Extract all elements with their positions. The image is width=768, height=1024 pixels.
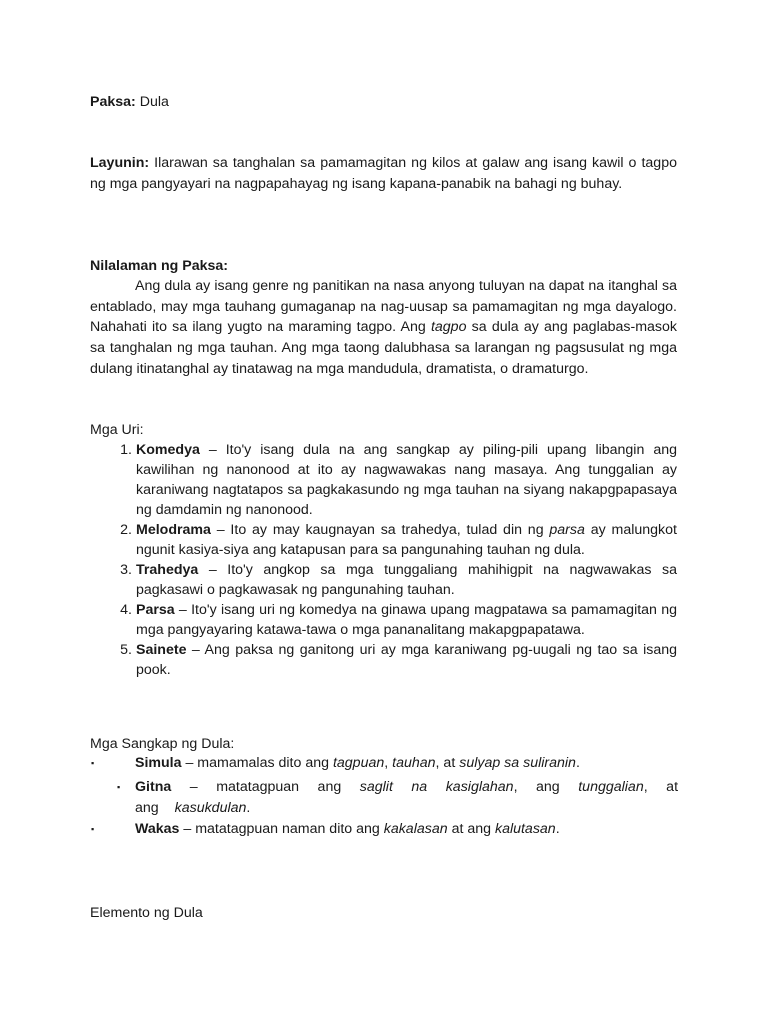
sangkap-simula (135, 753, 678, 774)
simula-text: , at (435, 755, 460, 771)
layunin-label: Layunin: (90, 155, 150, 171)
sangkap-gitna (135, 777, 678, 818)
gitna-term: Gitna (135, 779, 172, 795)
list-term: Trahedya (136, 562, 199, 578)
list-text: – Ang paksa ng ganitong uri ay mga karaniwang pg-uugali ng tao sa isang pook. (136, 642, 677, 678)
wakas-text: – matatagpuan naman dito ang (179, 821, 384, 837)
simula-text: – mamamalas dito ang (181, 755, 333, 771)
gitna-text: – matatagpuan ang (171, 779, 360, 795)
layunin-paragraph (90, 153, 677, 194)
nilalaman-heading (90, 256, 677, 277)
bullet-icon: ▪ (91, 824, 95, 834)
list-number: 5. (120, 642, 132, 658)
bullet-icon: ▪ (91, 758, 95, 768)
list-text: – Ito'y isang dula na ang sangkap ay piling-pili upang libangin ang kawilihan ng nanonood at ito ay nagwawakas nang masaya. Ang tunggalian ay karaniwang nagtatapos sa pagkakasundo ng mga tauhan na siyang nakapgpapasaya ng damdamin ng nanonood. (136, 442, 677, 518)
paksa-value: Dula (139, 94, 169, 110)
wakas-italic: kalutasan (494, 821, 556, 837)
list-number: 2. (120, 522, 132, 538)
sangkap-heading-text: Mga Sangkap ng Dula: (90, 736, 235, 752)
mga-uri-list (90, 440, 677, 680)
list-text: – Ito'y angkop sa mga tunggaliang mahihigpit na nagwawakas sa pagkasawi o pagkawasak ng pangunahing tauhan. (136, 562, 677, 598)
nilalaman-p1-rest: sa dula ay ang paglabas-masok sa tanghalan ng mga tauhan. Ang mga taong dalubhasa sa larangan ng pagsusulat ng mga dulang itinatanghal ay tinatawag na mga mandudula, dramatista, o dramaturgo. (90, 319, 677, 377)
nilalaman-p1: Ang dula ay isang genre ng panitikan na nasa anyong tuluyan na dapat na itanghal sa entablado, may mga tauhang gumaganap na nag-uusap sa pamamagitan ng mga dayalogo. Nahahati ito sa ilang yugto na maraming tagpo. Ang (90, 278, 677, 336)
list-item (90, 520, 677, 560)
list-term: Parsa (136, 602, 175, 618)
list-number: 1. (120, 442, 132, 458)
wakas-text: . (555, 821, 560, 837)
nilalaman-italic: tagpo (430, 319, 467, 336)
list-item (90, 600, 677, 640)
gitna-text: , ang (513, 779, 579, 795)
list-number: 4. (120, 602, 132, 618)
gitna-italic: kasukdulan (174, 799, 247, 816)
gitna-text: , at ang (135, 779, 679, 816)
list-item (90, 640, 677, 680)
mga-uri-heading (90, 420, 677, 441)
simula-term: Simula (135, 755, 182, 771)
paksa-label: Paksa: (90, 94, 136, 110)
list-italic: parsa (549, 522, 585, 538)
simula-italic: tauhan (392, 755, 436, 771)
wakas-italic: kakalasan (383, 821, 448, 837)
list-text: – Ito'y isang uri ng komedya na ginawa upang magpatawa sa pamamagitan ng mga pangyayaring katawa-tawa o mga pananalitang makapgpapatawa. (136, 602, 677, 638)
elemento-heading (90, 903, 677, 924)
elemento-heading-text: Elemento ng Dula (90, 905, 203, 921)
gitna-italic: saglit na kasiglahan (359, 779, 514, 795)
bullet-icon: ▪ (117, 782, 121, 792)
sangkap-wakas (135, 819, 678, 840)
list-term: Komedya (136, 442, 200, 458)
simula-text: . (575, 755, 580, 771)
list-term: Melodrama (136, 522, 211, 538)
list-item (90, 560, 677, 600)
list-number: 3. (120, 562, 132, 578)
nilalaman-paragraph (90, 276, 677, 380)
wakas-term: Wakas (135, 821, 180, 837)
list-item (90, 440, 677, 520)
layunin-text: Ilarawan sa tanghalan sa pamamagitan ng kilos at galaw ang isang kawil o tagpo ng mga pangyayari na nagpapahayag ng isang kapana-panabik na bahagi ng buhay. (90, 155, 677, 192)
wakas-text: at ang (447, 821, 495, 837)
mga-uri-heading-text: Mga Uri: (90, 422, 144, 438)
sangkap-heading (90, 734, 677, 755)
simula-text: , (384, 755, 393, 771)
nilalaman-heading-text: Nilalaman ng Paksa: (90, 258, 228, 274)
list-text: – Ito ay may kaugnayan sa trahedya, tulad din ng (210, 522, 550, 538)
simula-italic: sulyap sa suliranin (459, 755, 576, 771)
simula-italic: tagpuan (332, 755, 385, 771)
gitna-text: . (246, 799, 251, 816)
paksa-line (90, 92, 677, 113)
list-text: ay malungkot ngunit kasiya-siya ang katapusan para sa pangunahing tauhan ng dula. (136, 522, 677, 558)
list-term: Sainete (136, 642, 187, 658)
gitna-italic: tunggalian (578, 779, 644, 795)
